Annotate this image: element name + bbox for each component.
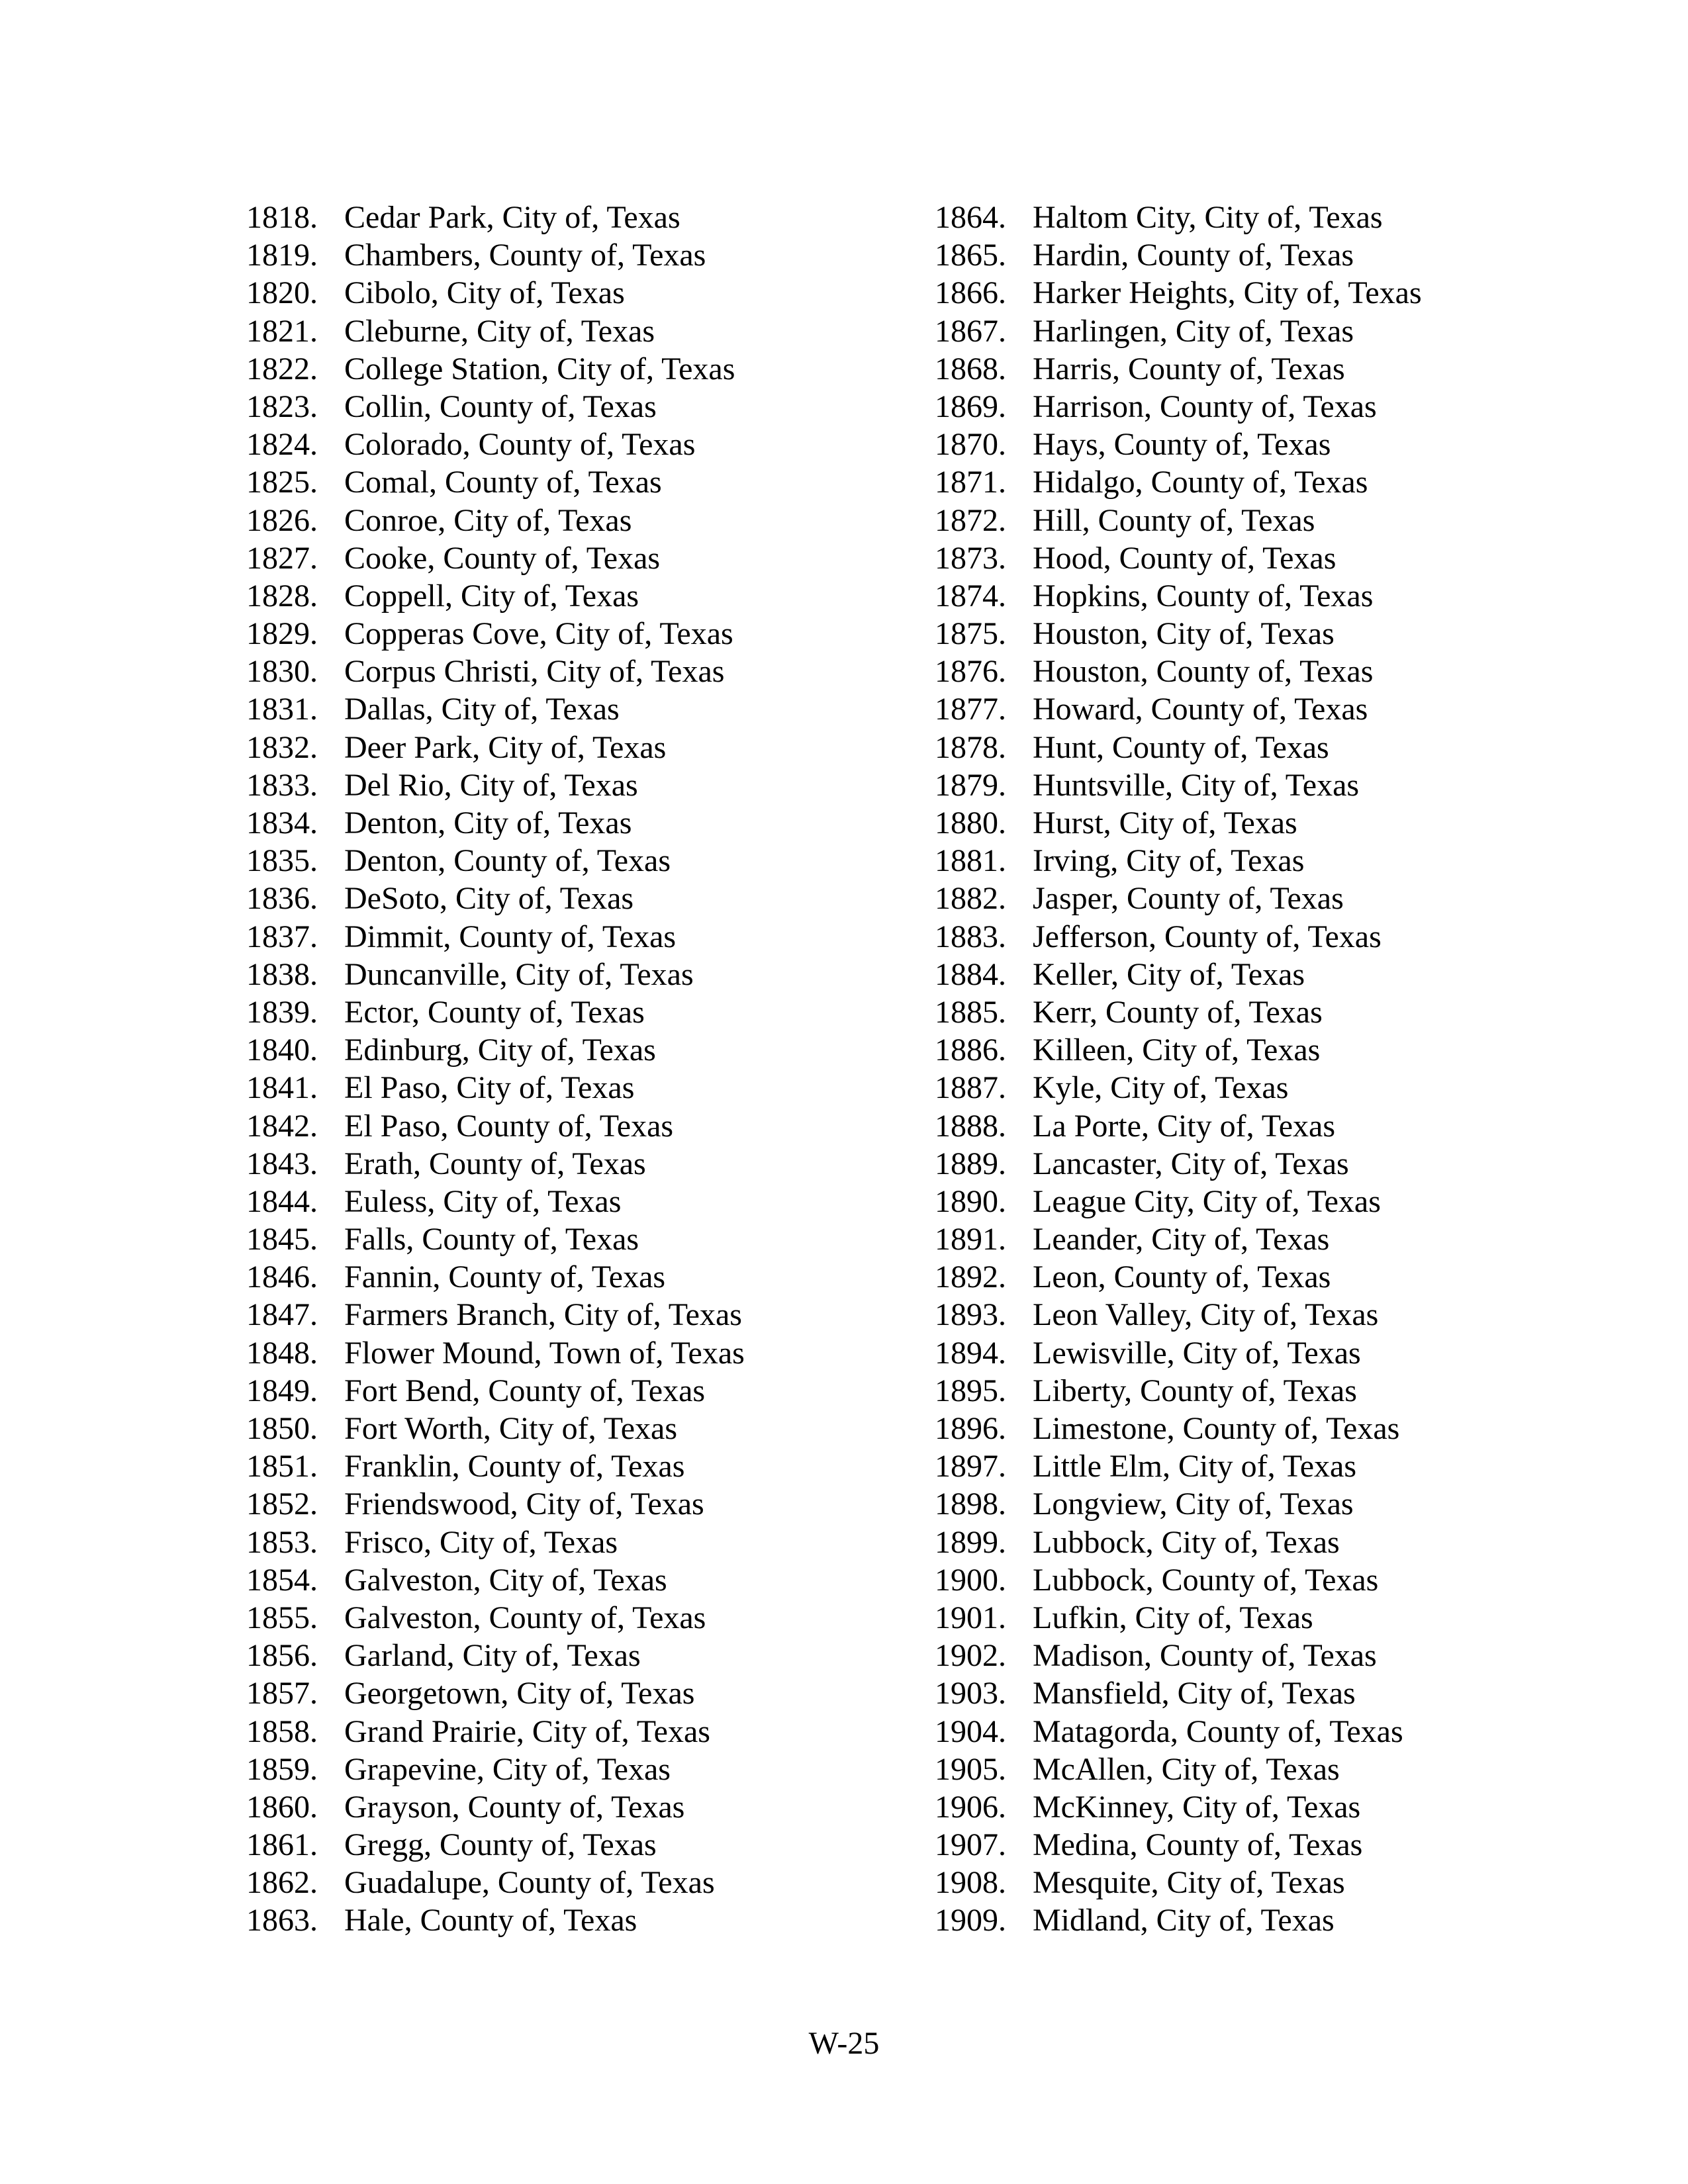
item-number: 1831. [246, 692, 318, 727]
item-number: 1825. [246, 465, 318, 500]
item-number: 1835. [246, 843, 318, 879]
item-number: 1896. [935, 1411, 1006, 1446]
item-name: Collin, County of, Texas [344, 388, 657, 424]
list-item [935, 199, 1597, 236]
item-number: 1879. [935, 767, 1006, 803]
item-number: 1856. [246, 1638, 318, 1674]
item-number: 1874. [935, 578, 1006, 614]
list-item [935, 690, 1597, 728]
item-name: Cleburne, City of, Texas [344, 313, 655, 349]
item-name: Fannin, County of, Texas [344, 1259, 666, 1295]
list-item [935, 1864, 1597, 1901]
item-number: 1859. [246, 1751, 318, 1787]
item-name: Corpus Christi, City of, Texas [344, 654, 725, 690]
list-item [935, 350, 1597, 388]
item-number: 1839. [246, 994, 318, 1030]
item-name: Houston, County of, Texas [1033, 654, 1374, 690]
list-item [935, 1901, 1597, 1939]
item-name: Midland, City of, Texas [1033, 1903, 1335, 1938]
item-number: 1898. [935, 1486, 1006, 1522]
item-number: 1829. [246, 616, 318, 652]
list-item [246, 274, 908, 312]
list-item [246, 1334, 908, 1372]
list-item [246, 880, 908, 917]
item-name: College Station, City of, Texas [344, 351, 735, 387]
item-name: Hood, County of, Texas [1033, 540, 1336, 576]
item-name: Deer Park, City of, Texas [344, 729, 667, 765]
item-number: 1834. [246, 805, 318, 841]
item-number: 1855. [246, 1600, 318, 1635]
list-item [935, 1183, 1597, 1220]
item-name: Liberty, County of, Texas [1033, 1373, 1357, 1408]
item-name: Dallas, City of, Texas [344, 692, 620, 727]
list-item [246, 1674, 908, 1712]
item-name: Erath, County of, Texas [344, 1146, 646, 1181]
item-number: 1906. [935, 1789, 1006, 1825]
item-name: Cedar Park, City of, Texas [344, 200, 680, 235]
list-item [935, 502, 1597, 539]
item-name: Mesquite, City of, Texas [1033, 1865, 1345, 1901]
item-name: Edinburg, City of, Texas [344, 1032, 656, 1068]
item-number: 1830. [246, 654, 318, 690]
item-number: 1889. [935, 1146, 1006, 1181]
list-item [935, 1674, 1597, 1712]
item-number: 1848. [246, 1335, 318, 1371]
item-name: Haltom City, City of, Texas [1033, 200, 1383, 235]
list-item [935, 1788, 1597, 1826]
item-name: Lancaster, City of, Texas [1033, 1146, 1349, 1181]
item-name: Georgetown, City of, Texas [344, 1676, 695, 1711]
item-number: 1867. [935, 313, 1006, 349]
list-item [935, 880, 1597, 917]
right-column-list [935, 199, 1597, 1940]
item-name: Harker Heights, City of, Texas [1033, 275, 1422, 311]
item-number: 1875. [935, 616, 1006, 652]
item-name: Houston, City of, Texas [1033, 616, 1335, 652]
item-number: 1870. [935, 427, 1006, 463]
list-item [935, 653, 1597, 690]
item-name: Howard, County of, Texas [1033, 692, 1368, 727]
list-item [246, 1788, 908, 1826]
list-item [935, 1599, 1597, 1637]
item-number: 1882. [935, 881, 1006, 917]
item-number: 1890. [935, 1183, 1006, 1219]
list-item [935, 236, 1597, 274]
item-number: 1841. [246, 1070, 318, 1106]
list-item [246, 1145, 908, 1183]
list-item [935, 577, 1597, 615]
list-item [935, 388, 1597, 426]
item-number: 1847. [246, 1297, 318, 1333]
list-item [935, 993, 1597, 1031]
left-column-list [246, 199, 908, 1940]
item-name: Falls, County of, Texas [344, 1222, 639, 1257]
item-name: Medina, County of, Texas [1033, 1827, 1363, 1863]
item-name: Killeen, City of, Texas [1033, 1032, 1321, 1068]
item-number: 1820. [246, 275, 318, 311]
item-name: Jasper, County of, Texas [1033, 881, 1344, 917]
item-name: Comal, County of, Texas [344, 465, 662, 500]
list-item [935, 1713, 1597, 1751]
list-item [246, 1485, 908, 1523]
item-number: 1836. [246, 881, 318, 917]
item-name: Franklin, County of, Texas [344, 1449, 685, 1484]
list-item [246, 804, 908, 842]
item-name: Lufkin, City of, Texas [1033, 1600, 1313, 1635]
list-item [246, 1183, 908, 1220]
list-item [935, 1334, 1597, 1372]
item-name: Copperas Cove, City of, Texas [344, 616, 733, 652]
list-item [246, 766, 908, 804]
item-number: 1840. [246, 1032, 318, 1068]
list-item [935, 1485, 1597, 1523]
item-name: Grayson, County of, Texas [344, 1789, 685, 1825]
item-number: 1897. [935, 1449, 1006, 1484]
item-number: 1822. [246, 351, 318, 387]
list-item [246, 1751, 908, 1788]
list-item [935, 1220, 1597, 1258]
item-name: Farmers Branch, City of, Texas [344, 1297, 742, 1333]
list-item [935, 729, 1597, 766]
list-item [935, 918, 1597, 956]
item-number: 1876. [935, 654, 1006, 690]
item-name: Little Elm, City of, Texas [1033, 1449, 1357, 1484]
item-name: Harrison, County of, Texas [1033, 388, 1377, 424]
item-name: La Porte, City of, Texas [1033, 1108, 1336, 1144]
item-name: Galveston, County of, Texas [344, 1600, 706, 1635]
item-name: El Paso, County of, Texas [344, 1108, 674, 1144]
item-number: 1861. [246, 1827, 318, 1863]
item-name: Kyle, City of, Texas [1033, 1070, 1289, 1106]
item-name: Friendswood, City of, Texas [344, 1486, 704, 1522]
list-item [246, 956, 908, 993]
item-number: 1863. [246, 1903, 318, 1938]
item-number: 1900. [935, 1562, 1006, 1598]
list-item [935, 956, 1597, 993]
list-item [935, 426, 1597, 463]
item-name: Flower Mound, Town of, Texas [344, 1335, 745, 1371]
item-name: Leander, City of, Texas [1033, 1222, 1330, 1257]
list-item [935, 1637, 1597, 1674]
list-item [246, 1069, 908, 1107]
item-number: 1901. [935, 1600, 1006, 1635]
item-number: 1832. [246, 729, 318, 765]
list-item [935, 1069, 1597, 1107]
item-number: 1903. [935, 1676, 1006, 1711]
item-number: 1837. [246, 919, 318, 954]
item-name: League City, City of, Texas [1033, 1183, 1381, 1219]
list-item [935, 842, 1597, 880]
item-number: 1854. [246, 1562, 318, 1598]
item-number: 1892. [935, 1259, 1006, 1295]
list-item [246, 1524, 908, 1561]
item-number: 1880. [935, 805, 1006, 841]
list-item [246, 312, 908, 350]
item-number: 1852. [246, 1486, 318, 1522]
item-number: 1846. [246, 1259, 318, 1295]
item-name: Conroe, City of, Texas [344, 502, 632, 538]
item-number: 1853. [246, 1524, 318, 1560]
item-number: 1883. [935, 919, 1006, 954]
item-number: 1871. [935, 465, 1006, 500]
item-name: Hays, County of, Texas [1033, 427, 1331, 463]
item-name: Galveston, City of, Texas [344, 1562, 667, 1598]
item-number: 1833. [246, 767, 318, 803]
list-item [246, 199, 908, 236]
item-number: 1828. [246, 578, 318, 614]
item-name: Lubbock, County of, Texas [1033, 1562, 1379, 1598]
item-number: 1864. [935, 200, 1006, 235]
item-number: 1843. [246, 1146, 318, 1181]
list-item [246, 577, 908, 615]
item-name: Chambers, County of, Texas [344, 238, 706, 273]
item-name: Harris, County of, Texas [1033, 351, 1345, 387]
item-number: 1858. [246, 1713, 318, 1749]
list-item [246, 653, 908, 690]
item-name: Garland, City of, Texas [344, 1638, 641, 1674]
list-item [246, 1220, 908, 1258]
item-number: 1851. [246, 1449, 318, 1484]
item-number: 1838. [246, 956, 318, 992]
item-number: 1884. [935, 956, 1006, 992]
item-name: Leon Valley, City of, Texas [1033, 1297, 1379, 1333]
item-name: Hunt, County of, Texas [1033, 729, 1329, 765]
item-number: 1886. [935, 1032, 1006, 1068]
item-name: Lewisville, City of, Texas [1033, 1335, 1361, 1371]
item-name: McKinney, City of, Texas [1033, 1789, 1361, 1825]
item-number: 1849. [246, 1373, 318, 1408]
list-item [935, 1561, 1597, 1599]
item-name: Jefferson, County of, Texas [1033, 919, 1382, 954]
list-item [935, 1524, 1597, 1561]
item-number: 1888. [935, 1108, 1006, 1144]
item-number: 1899. [935, 1524, 1006, 1560]
item-number: 1894. [935, 1335, 1006, 1371]
item-name: Harlingen, City of, Texas [1033, 313, 1354, 349]
list-item [246, 426, 908, 463]
item-name: Hurst, City of, Texas [1033, 805, 1297, 841]
item-name: Guadalupe, County of, Texas [344, 1865, 715, 1901]
list-item [246, 502, 908, 539]
item-number: 1866. [935, 275, 1006, 311]
item-number: 1862. [246, 1865, 318, 1901]
page-number: W-25 [808, 2026, 880, 2061]
item-name: Del Rio, City of, Texas [344, 767, 638, 803]
list-item [246, 615, 908, 653]
list-item [246, 1864, 908, 1901]
item-number: 1905. [935, 1751, 1006, 1787]
item-number: 1845. [246, 1222, 318, 1257]
item-number: 1868. [935, 351, 1006, 387]
item-name: Hill, County of, Texas [1033, 502, 1315, 538]
list-item [935, 1145, 1597, 1183]
item-number: 1842. [246, 1108, 318, 1144]
list-item [935, 1372, 1597, 1410]
list-item [246, 236, 908, 274]
item-name: McAllen, City of, Texas [1033, 1751, 1340, 1787]
list-item [246, 993, 908, 1031]
list-item [246, 1258, 908, 1296]
list-item [935, 1107, 1597, 1145]
item-name: Cooke, County of, Texas [344, 540, 661, 576]
item-name: Denton, City of, Texas [344, 805, 632, 841]
item-number: 1909. [935, 1903, 1006, 1938]
list-item [246, 1637, 908, 1674]
list-item [246, 842, 908, 880]
item-name: Grapevine, City of, Texas [344, 1751, 671, 1787]
list-item [935, 1296, 1597, 1334]
item-number: 1872. [935, 502, 1006, 538]
item-name: Leon, County of, Texas [1033, 1259, 1331, 1295]
item-number: 1850. [246, 1411, 318, 1446]
list-item [935, 539, 1597, 577]
item-number: 1865. [935, 238, 1006, 273]
item-number: 1844. [246, 1183, 318, 1219]
item-name: Kerr, County of, Texas [1033, 994, 1323, 1030]
item-number: 1857. [246, 1676, 318, 1711]
list-item [935, 312, 1597, 350]
item-name: Keller, City of, Texas [1033, 956, 1305, 992]
item-number: 1819. [246, 238, 318, 273]
item-name: Limestone, County of, Texas [1033, 1411, 1400, 1446]
item-name: Hale, County of, Texas [344, 1903, 637, 1938]
item-name: Fort Worth, City of, Texas [344, 1411, 677, 1446]
item-name: Matagorda, County of, Texas [1033, 1713, 1403, 1749]
item-name: Coppell, City of, Texas [344, 578, 639, 614]
item-name: Fort Bend, County of, Texas [344, 1373, 706, 1408]
list-item [246, 1826, 908, 1864]
item-number: 1891. [935, 1222, 1006, 1257]
item-number: 1907. [935, 1827, 1006, 1863]
list-item [935, 463, 1597, 501]
list-item [246, 350, 908, 388]
item-name: Dimmit, County of, Texas [344, 919, 677, 954]
list-item [246, 690, 908, 728]
item-name: Madison, County of, Texas [1033, 1638, 1377, 1674]
list-item [935, 1751, 1597, 1788]
item-number: 1824. [246, 427, 318, 463]
list-item [246, 388, 908, 426]
list-item [246, 539, 908, 577]
item-number: 1902. [935, 1638, 1006, 1674]
list-item [935, 1258, 1597, 1296]
item-name: Hidalgo, County of, Texas [1033, 465, 1368, 500]
item-number: 1869. [935, 388, 1006, 424]
list-item [246, 1713, 908, 1751]
item-number: 1860. [246, 1789, 318, 1825]
list-item [246, 1561, 908, 1599]
list-item [246, 1107, 908, 1145]
item-number: 1881. [935, 843, 1006, 879]
list-item [246, 1031, 908, 1069]
item-number: 1895. [935, 1373, 1006, 1408]
item-number: 1878. [935, 729, 1006, 765]
item-number: 1893. [935, 1297, 1006, 1333]
list-item [935, 1410, 1597, 1447]
list-item [246, 1901, 908, 1939]
item-name: DeSoto, City of, Texas [344, 881, 634, 917]
item-number: 1885. [935, 994, 1006, 1030]
item-name: Cibolo, City of, Texas [344, 275, 625, 311]
item-name: Ector, County of, Texas [344, 994, 645, 1030]
list-item [246, 1372, 908, 1410]
item-name: Hardin, County of, Texas [1033, 238, 1354, 273]
item-number: 1823. [246, 388, 318, 424]
item-name: Lubbock, City of, Texas [1033, 1524, 1340, 1560]
item-number: 1877. [935, 692, 1006, 727]
list-item [935, 1031, 1597, 1069]
list-item [246, 1447, 908, 1485]
list-item [935, 615, 1597, 653]
list-item [935, 804, 1597, 842]
list-item [246, 1599, 908, 1637]
item-name: Huntsville, City of, Texas [1033, 767, 1360, 803]
list-item [246, 918, 908, 956]
item-name: Irving, City of, Texas [1033, 843, 1305, 879]
item-name: Denton, County of, Texas [344, 843, 671, 879]
list-item [246, 729, 908, 766]
list-item [935, 1447, 1597, 1485]
item-number: 1904. [935, 1713, 1006, 1749]
list-item [935, 274, 1597, 312]
list-item [935, 766, 1597, 804]
item-number: 1873. [935, 540, 1006, 576]
item-number: 1887. [935, 1070, 1006, 1106]
list-item [246, 1296, 908, 1334]
item-number: 1821. [246, 313, 318, 349]
item-name: Longview, City of, Texas [1033, 1486, 1354, 1522]
item-name: El Paso, City of, Texas [344, 1070, 635, 1106]
item-name: Gregg, County of, Texas [344, 1827, 657, 1863]
item-name: Hopkins, County of, Texas [1033, 578, 1374, 614]
item-name: Duncanville, City of, Texas [344, 956, 694, 992]
list-item [246, 463, 908, 501]
item-name: Colorado, County of, Texas [344, 427, 696, 463]
item-number: 1827. [246, 540, 318, 576]
list-item [246, 1410, 908, 1447]
item-name: Grand Prairie, City of, Texas [344, 1713, 710, 1749]
item-number: 1818. [246, 200, 318, 235]
item-number: 1908. [935, 1865, 1006, 1901]
item-number: 1826. [246, 502, 318, 538]
item-name: Frisco, City of, Texas [344, 1524, 618, 1560]
list-item [935, 1826, 1597, 1864]
item-name: Mansfield, City of, Texas [1033, 1676, 1356, 1711]
item-name: Euless, City of, Texas [344, 1183, 622, 1219]
